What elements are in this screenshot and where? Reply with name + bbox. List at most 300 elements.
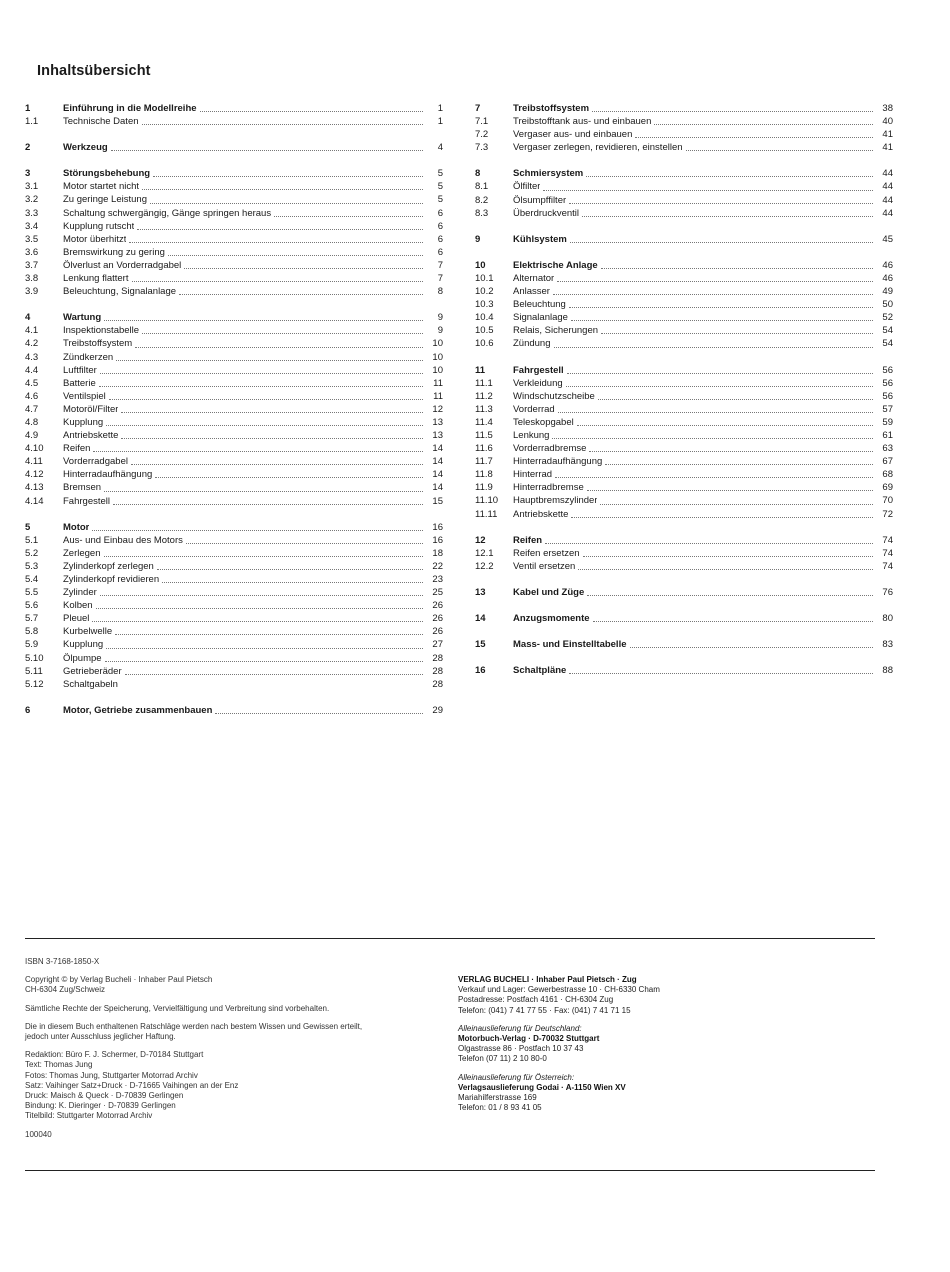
toc-title: Zündung (513, 338, 551, 350)
toc-section-row (25, 272, 443, 285)
toc-page-number: 68 (882, 469, 893, 481)
toc-section-row (475, 560, 893, 573)
toc-title: Motor, Getriebe zusammenbauen (63, 704, 213, 716)
toc-page-number: 14 (432, 456, 443, 468)
toc-section-row (25, 233, 443, 246)
toc-dot-leader (605, 463, 873, 465)
toc-dot-leader (558, 411, 873, 413)
toc-number: 4.9 (25, 430, 39, 442)
toc-number: 2 (25, 142, 31, 154)
page-title: Inhaltsübersicht (37, 63, 151, 79)
credit-line: Fotos: Thomas Jung, Stuttgarter Motorrad Archiv (25, 1070, 198, 1080)
toc-title: Fahrgestell (513, 364, 564, 376)
toc-title: Hinterradaufhängung (513, 456, 603, 468)
toc-dot-leader (157, 568, 423, 570)
toc-section-row (25, 586, 443, 599)
toc-section-row (25, 416, 443, 429)
toc-section-row (25, 259, 443, 272)
toc-title: Elektrische Anlage (513, 259, 598, 271)
toc-title: Vergaser zerlegen, revidieren, einstellen (513, 142, 683, 154)
toc-dot-leader (200, 110, 423, 112)
toc-page-number: 40 (882, 116, 893, 128)
toc-number: 5.12 (25, 678, 44, 690)
toc-spacer (475, 154, 893, 167)
toc-dot-leader (593, 620, 873, 622)
toc-dot-leader (215, 712, 423, 714)
toc-number: 10.1 (475, 272, 494, 284)
toc-page-number: 5 (437, 181, 443, 193)
toc-page-number: 44 (882, 181, 893, 193)
toc-number: 4.10 (25, 443, 44, 455)
toc-title: Bremsen (63, 482, 102, 494)
toc-dot-leader (545, 542, 873, 544)
toc-dot-leader (601, 267, 873, 269)
toc-dot-leader (135, 346, 423, 348)
toc-dot-leader (121, 687, 423, 688)
toc-page-number: 10 (432, 351, 443, 363)
toc-section-row (475, 377, 893, 390)
toc-dot-leader (121, 411, 423, 413)
toc-number: 5.8 (25, 626, 39, 638)
toc-page-number: 26 (432, 600, 443, 612)
toc-page-number: 25 (432, 587, 443, 599)
toc-chapter-row (475, 664, 893, 677)
toc-number: 4 (25, 312, 31, 324)
toc-page-number: 4 (437, 142, 443, 154)
toc-page-number: 46 (882, 272, 893, 284)
toc-number: 5.5 (25, 587, 39, 599)
toc-title: Zündkerzen (63, 351, 114, 363)
toc-number: 4.13 (25, 482, 44, 494)
credit-line: Druck: Maisch & Queck · D-70839 Gerlingen (25, 1091, 184, 1101)
toc-number: 15 (475, 639, 486, 651)
toc-title: Wartung (63, 312, 102, 324)
toc-dot-leader (109, 398, 423, 400)
toc-chapter-row (475, 233, 893, 246)
toc-dot-leader (592, 110, 873, 112)
toc-chapter-row (25, 704, 443, 717)
toc-section-row (25, 560, 443, 573)
toc-page-number: 1 (437, 116, 443, 128)
toc-dot-leader (598, 398, 873, 400)
toc-title: Treibstofftank aus- und einbauen (513, 116, 652, 128)
toc-section-row (25, 665, 443, 678)
toc-dot-leader (635, 136, 873, 138)
toc-page-number: 45 (882, 233, 893, 245)
toc-number: 7.1 (475, 116, 489, 128)
toc-title: Kühlsystem (513, 233, 567, 245)
toc-number: 8.1 (475, 181, 489, 193)
toc-dot-leader (155, 476, 423, 478)
toc-title: Werkzeug (63, 142, 108, 154)
toc-dot-leader (142, 332, 423, 334)
toc-section-row (475, 141, 893, 154)
toc-page-number: 38 (882, 103, 893, 114)
isbn-text: ISBN 3-7168-1850-X (25, 957, 100, 966)
toc-page-number: 26 (432, 613, 443, 625)
toc-number: 8.2 (475, 194, 489, 206)
toc-dot-leader (570, 241, 873, 243)
toc-title: Vorderradgabel (63, 456, 128, 468)
toc-section-row (475, 416, 893, 429)
toc-title: Inspektionstabelle (63, 325, 140, 337)
toc-chapter-row (25, 311, 443, 324)
toc-number: 5.1 (25, 534, 39, 546)
toc-page-number: 11 (433, 390, 443, 402)
toc-dot-leader (104, 319, 423, 321)
toc-left-column (25, 102, 443, 717)
toc-chapter-row (25, 521, 443, 534)
toc-page-number: 8 (437, 286, 443, 298)
toc-page-number: 12 (432, 403, 443, 415)
toc-dot-leader (142, 123, 423, 125)
toc-number: 10.4 (475, 312, 494, 324)
toc-title: Hinterradaufhängung (63, 469, 153, 481)
toc-chapter-row (25, 102, 443, 115)
toc-dot-leader (566, 385, 873, 387)
toc-page-number: 16 (432, 521, 443, 533)
toc-title: Zylinderkopf revidieren (63, 574, 160, 585)
toc-page-number: 61 (882, 429, 893, 441)
toc-number: 11.6 (475, 443, 493, 455)
toc-number: 13 (475, 586, 486, 598)
toc-page-number: 26 (432, 626, 443, 638)
toc-spacer (475, 625, 893, 638)
credit-line: Text: Thomas Jung (25, 1060, 93, 1070)
toc-section-row (475, 128, 893, 141)
imprint-right (458, 975, 878, 1113)
toc-dot-leader (582, 215, 873, 217)
credit-line: Bindung: K. Dieringer · D-70839 Gerlingen (25, 1101, 176, 1111)
toc-number: 10.5 (475, 325, 494, 337)
toc-number: 10.3 (475, 299, 494, 311)
toc-section-row (25, 246, 443, 259)
toc-title: Störungsbehebung (63, 168, 151, 180)
toc-section-row (25, 429, 443, 442)
toc-title: Vorderrad (513, 403, 555, 415)
toc-page-number: 44 (882, 207, 893, 219)
toc-number: 5.10 (25, 652, 44, 664)
copyright-line-1: Copyright © by Verlag Bucheli · Inhaber Paul Pietsch (25, 975, 213, 985)
toc-dot-leader (186, 542, 423, 544)
toc-page-number: 80 (882, 613, 893, 624)
disclaimer-line-1: Die in diesem Buch enthaltenen Ratschläge werden nach bestem Wissen und Gewissen erteilt, (25, 1021, 363, 1031)
toc-number: 5.6 (25, 600, 39, 612)
toc-section-row (25, 220, 443, 233)
toc-page-number: 63 (882, 443, 893, 455)
toc-title: Alternator (513, 272, 555, 284)
toc-page-number: 76 (882, 586, 893, 598)
toc-spacer (475, 220, 893, 233)
toc-title: Bremswirkung zu gering (63, 246, 165, 258)
toc-section-row (25, 180, 443, 193)
toc-title: Luftfilter (63, 364, 97, 376)
toc-section-row (25, 390, 443, 403)
toc-page-number: 54 (882, 325, 893, 337)
germany-distributor-line: Telefon (07 11) 2 10 80-0 (458, 1054, 547, 1064)
toc-title: Hauptbremszylinder (513, 495, 598, 507)
toc-dot-leader (137, 228, 423, 230)
toc-page-number: 56 (882, 377, 893, 389)
toc-section-row (25, 534, 443, 547)
toc-page-number: 74 (882, 534, 893, 546)
toc-number: 4.4 (25, 364, 39, 376)
toc-page-number: 49 (882, 286, 893, 298)
toc-title: Treibstoffsystem (513, 103, 590, 114)
toc-chapter-row (475, 259, 893, 272)
toc-number: 4.3 (25, 351, 39, 363)
toc-page-number: 9 (437, 312, 443, 324)
toc-number: 9 (475, 233, 481, 245)
toc-chapter-row (475, 102, 893, 115)
austria-distributor-line: Telefon: 01 / 8 93 41 05 (458, 1103, 542, 1113)
toc-number: 12.1 (475, 547, 494, 559)
toc-dot-leader (587, 594, 873, 596)
toc-page-number: 74 (882, 547, 893, 559)
toc-page-number: 59 (882, 416, 893, 428)
toc-section-row (25, 638, 443, 651)
toc-page-number: 14 (432, 482, 443, 494)
toc-number: 7 (475, 103, 481, 114)
toc-dot-leader (567, 372, 873, 374)
toc-dot-leader (129, 241, 423, 243)
toc-dot-leader (583, 555, 873, 557)
toc-number: 3.1 (25, 181, 39, 193)
toc-page-number: 88 (882, 665, 893, 677)
toc-spacer (475, 573, 893, 586)
toc-dot-leader (586, 175, 873, 177)
toc-number: 11.9 (475, 482, 493, 494)
toc-section-row (25, 468, 443, 481)
toc-section-row (475, 481, 893, 494)
toc-dot-leader (569, 306, 873, 308)
toc-page-number: 6 (437, 233, 443, 245)
toc-chapter-row (475, 167, 893, 180)
toc-page-number: 83 (882, 639, 893, 651)
toc-title: Hinterrad (513, 469, 553, 481)
toc-page-number: 18 (432, 547, 443, 559)
toc-chapter-row (475, 364, 893, 377)
toc-page-number: 29 (432, 704, 443, 716)
toc-dot-leader (106, 647, 423, 649)
germany-distributor-line: Olgastrasse 86 · Postfach 10 37 43 (458, 1044, 584, 1054)
toc-page-number: 50 (882, 299, 893, 311)
toc-number: 5.7 (25, 613, 39, 625)
divider-bottom (25, 1170, 875, 1171)
toc-page-number: 10 (432, 364, 443, 376)
toc-dot-leader (630, 646, 874, 648)
toc-title: Motor überhitzt (63, 233, 127, 245)
toc-dot-leader (654, 123, 873, 125)
toc-title: Schaltpläne (513, 665, 567, 677)
toc-section-row (475, 337, 893, 350)
toc-title: Ventilspiel (63, 390, 106, 402)
toc-dot-leader (106, 424, 423, 426)
toc-spacer (25, 691, 443, 704)
toc-dot-leader (274, 215, 423, 217)
toc-dot-leader (131, 463, 423, 465)
toc-section-row (25, 495, 443, 508)
toc-page-number: 6 (437, 246, 443, 258)
toc-spacer (475, 521, 893, 534)
toc-dot-leader (96, 607, 423, 609)
credit-line: Redaktion: Büro F. J. Schermer, D-70184 Stuttgart (25, 1050, 204, 1060)
toc-title: Kabel und Züge (513, 586, 585, 598)
toc-page-number: 15 (432, 495, 443, 507)
austria-distributor-name: Verlagsauslieferung Godai · A-1150 Wien XV (458, 1082, 626, 1092)
toc-section-row (25, 599, 443, 612)
toc-dot-leader (100, 594, 423, 596)
toc-title: Fahrgestell (63, 495, 110, 507)
toc-dot-leader (553, 293, 873, 295)
toc-number: 12.2 (475, 560, 494, 572)
toc-title: Lenkung flattert (63, 273, 129, 285)
toc-title: Treibstoffsystem (63, 338, 133, 350)
toc-number: 1 (25, 103, 31, 114)
toc-section-row (25, 403, 443, 416)
toc-page-number: 56 (882, 364, 893, 376)
toc-dot-leader (132, 280, 424, 282)
toc-section-row (25, 193, 443, 206)
toc-page-number: 41 (882, 129, 893, 141)
toc-page-number: 57 (882, 403, 893, 415)
toc-dot-leader (554, 346, 873, 348)
toc-number: 8.3 (475, 207, 489, 219)
toc-dot-leader (142, 188, 423, 190)
toc-page-number: 44 (882, 194, 893, 206)
toc-title: Motor (63, 521, 90, 533)
toc-section-row (475, 272, 893, 285)
toc-title: Mass- und Einstelltabelle (513, 639, 627, 651)
toc-spacer (25, 508, 443, 521)
toc-section-row (25, 207, 443, 220)
toc-title: Reifen (513, 534, 543, 546)
toc-number: 11.7 (475, 456, 493, 468)
toc-title: Motor startet nicht (63, 181, 140, 193)
toc-section-row (25, 625, 443, 638)
toc-title: Schmiersystem (513, 168, 584, 180)
toc-dot-leader (543, 189, 873, 191)
toc-dot-leader (93, 450, 423, 452)
copyright-line-2: CH-6304 Zug/Schweiz (25, 985, 106, 995)
toc-dot-leader (104, 490, 423, 492)
toc-number: 4.6 (25, 390, 39, 402)
credit-line: Satz: Vaihinger Satz+Druck · D-71665 Vaihingen an der Enz (25, 1080, 239, 1090)
toc-title: Hinterradbremse (513, 482, 584, 494)
toc-number: 4.5 (25, 377, 39, 389)
toc-title: Vorderradbremse (513, 443, 587, 455)
toc-title: Teleskopgabel (513, 416, 574, 428)
toc-number: 1.1 (25, 116, 39, 128)
toc-dot-leader (92, 620, 423, 622)
toc-number: 3.3 (25, 207, 39, 219)
toc-title: Signalanlage (513, 312, 568, 324)
toc-dot-leader (116, 359, 423, 361)
toc-page-number: 27 (432, 639, 443, 651)
toc-page-number: 23 (432, 574, 443, 585)
toc-number: 5.2 (25, 547, 39, 559)
toc-title: Getrieberäder (63, 665, 122, 677)
toc-dot-leader (686, 149, 873, 151)
toc-dot-leader (179, 293, 423, 295)
divider-top (25, 938, 875, 939)
toc-dot-leader (569, 672, 873, 674)
toc-page-number: 46 (882, 259, 893, 271)
toc-dot-leader (150, 202, 423, 204)
toc-section-row (25, 547, 443, 560)
toc-dot-leader (99, 385, 423, 387)
toc-number: 16 (475, 665, 486, 677)
toc-number: 11.11 (475, 508, 498, 520)
toc-page-number: 41 (882, 142, 893, 154)
toc-title: Überdruckventil (513, 207, 579, 219)
toc-page-number: 13 (432, 430, 443, 442)
toc-number: 3.4 (25, 220, 39, 232)
toc-dot-leader (104, 555, 424, 557)
toc-section-row (475, 494, 893, 507)
toc-spacer (25, 128, 443, 141)
toc-page-number: 70 (882, 495, 893, 507)
toc-number: 11.2 (475, 390, 493, 402)
toc-title: Relais, Sicherungen (513, 325, 599, 337)
toc-section-row (25, 364, 443, 377)
toc-page-number: 44 (882, 168, 893, 180)
toc-page-number: 14 (432, 469, 443, 481)
toc-dot-leader (600, 503, 873, 505)
toc-page-number: 28 (432, 665, 443, 677)
toc-title: Zylinderkopf zerlegen (63, 560, 154, 572)
toc-dot-leader (557, 280, 873, 282)
toc-number: 4.2 (25, 338, 39, 350)
toc-title: Antriebskette (63, 430, 119, 442)
toc-section-row (475, 115, 893, 128)
toc-page-number: 7 (437, 259, 443, 271)
toc-title: Batterie (63, 377, 96, 389)
toc-number: 3.7 (25, 259, 39, 271)
toc-number: 11 (475, 364, 486, 376)
toc-dot-leader (125, 673, 423, 675)
toc-section-row (25, 285, 443, 298)
toc-spacer (475, 651, 893, 664)
toc-title: Kupplung rutscht (63, 220, 135, 232)
toc-section-row (475, 508, 893, 521)
toc-dot-leader (92, 529, 423, 531)
toc-page-number: 22 (432, 560, 443, 572)
toc-section-row (25, 442, 443, 455)
toc-spacer (25, 154, 443, 167)
toc-number: 4.7 (25, 403, 39, 415)
toc-title: Antriebskette (513, 508, 569, 520)
toc-page-number: 9 (437, 325, 443, 337)
toc-dot-leader (578, 568, 873, 570)
toc-number: 3 (25, 168, 31, 180)
toc-chapter-row (475, 586, 893, 599)
toc-number: 3.9 (25, 286, 39, 298)
austria-distributor-line: Mariahilferstrasse 169 (458, 1093, 537, 1103)
toc-title: Kolben (63, 600, 93, 612)
toc-number: 5.9 (25, 639, 39, 651)
toc-dot-leader (115, 633, 423, 635)
toc-section-row (475, 468, 893, 481)
toc-dot-leader (569, 202, 873, 204)
toc-number: 3.8 (25, 273, 39, 285)
toc-page-number: 5 (437, 168, 443, 180)
toc-page-number: 69 (882, 482, 893, 494)
toc-section-row (25, 324, 443, 337)
toc-number: 8 (475, 168, 481, 180)
disclaimer-line-2: jedoch unter Ausschluss jeglicher Haftung. (25, 1032, 176, 1042)
rights-text: Sämtliche Rechte der Speicherung, Vervielfältigung und Verbreitung sind vorbehalten. (25, 1003, 330, 1013)
